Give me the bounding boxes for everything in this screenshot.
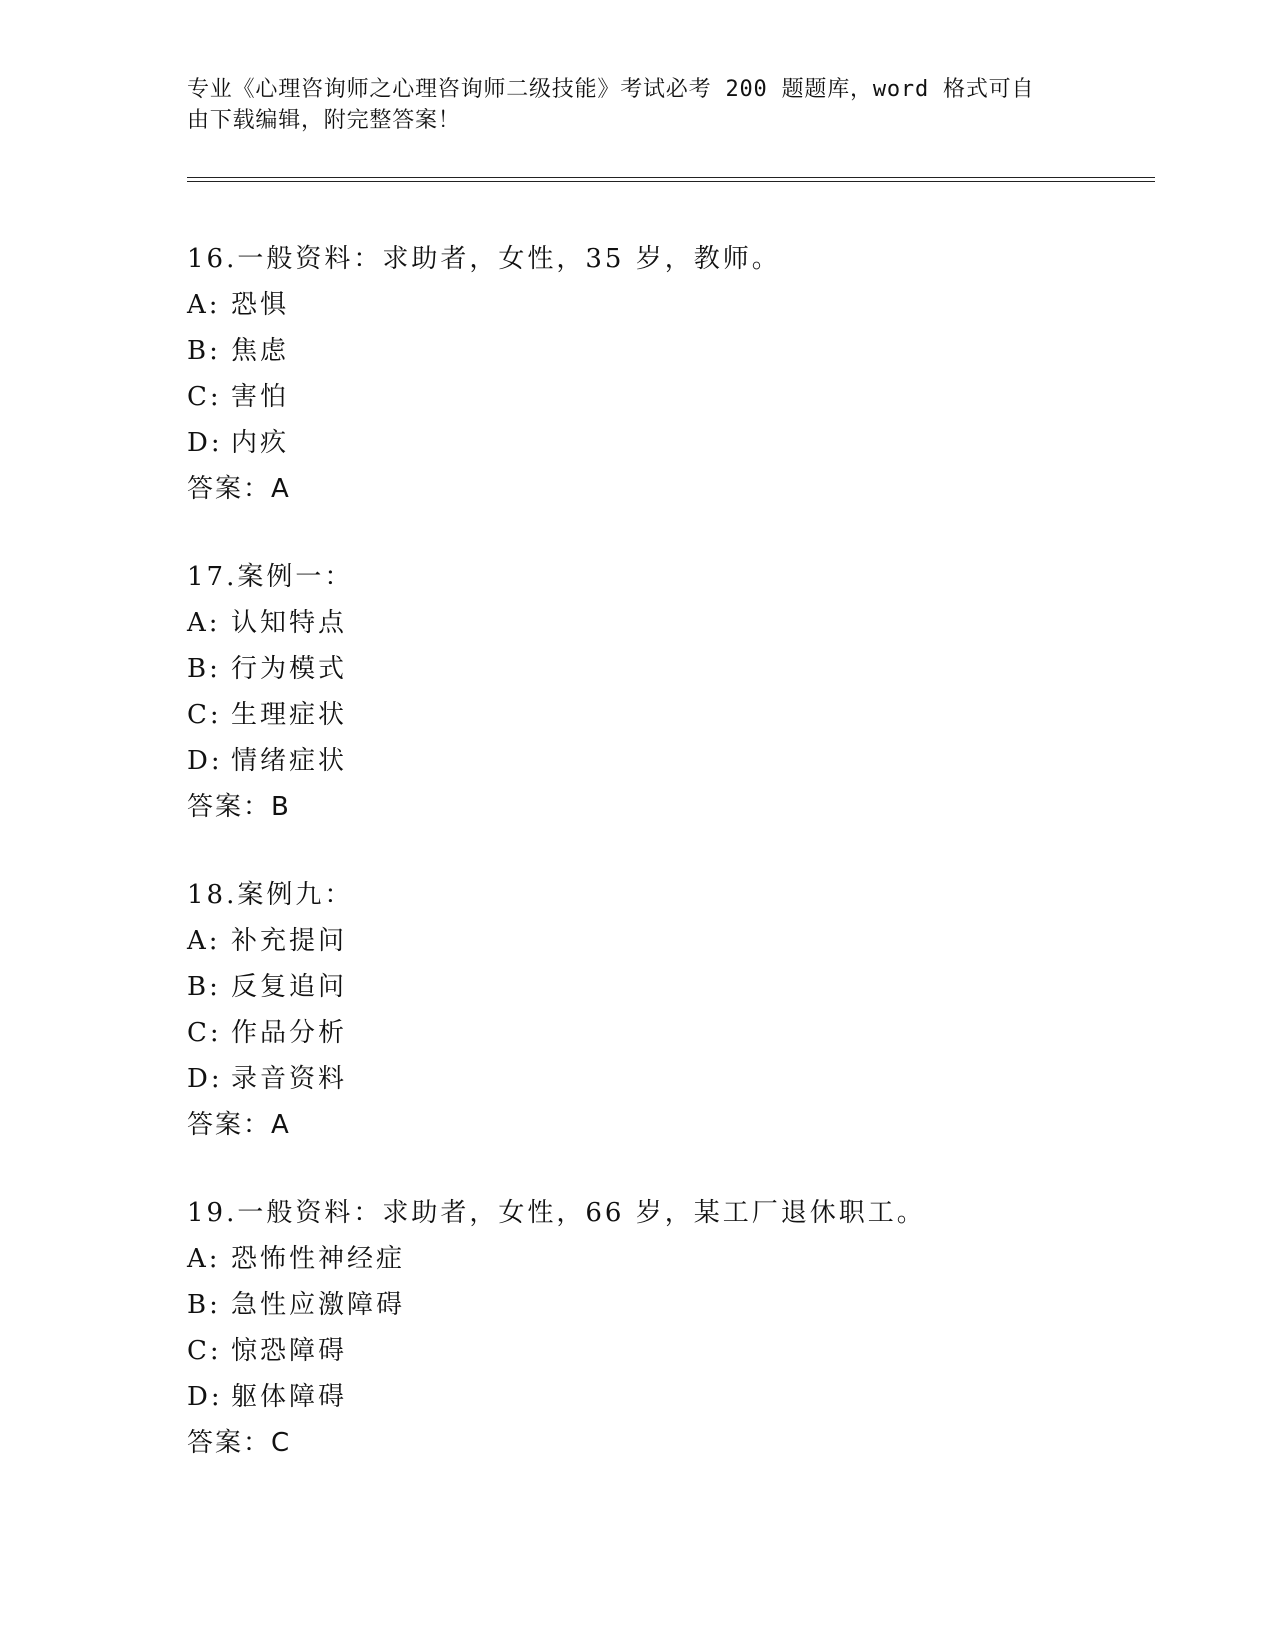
question-title: 18.案例九： (187, 880, 354, 910)
option-text: 行为模式 (231, 654, 348, 684)
option-b (187, 964, 1137, 1010)
option-d (187, 1056, 1137, 1102)
option-c (187, 1328, 1137, 1374)
option-text: 作品分析 (231, 1018, 348, 1048)
option-b (187, 328, 1137, 374)
question-title: 16.一般资料：求助者，女性，35 岁，教师。 (187, 244, 781, 274)
answer-line: 答案：A (187, 1110, 291, 1140)
option-letter: D: (187, 1064, 223, 1094)
option-text: 生理症状 (231, 700, 348, 730)
option-a (187, 282, 1137, 328)
option-d (187, 420, 1137, 466)
option-c (187, 374, 1137, 420)
option-b (187, 1282, 1137, 1328)
header-double-rule (187, 177, 1155, 182)
option-text: 内疚 (231, 428, 290, 458)
header-line-2: 由下载编辑，附完整答案！ (187, 108, 461, 133)
option-letter: B: (187, 654, 221, 684)
option-letter: C: (187, 700, 222, 730)
document-header (187, 74, 1087, 136)
option-text: 焦虑 (231, 336, 290, 366)
option-b (187, 646, 1137, 692)
option-letter: D: (187, 1382, 223, 1412)
option-text: 惊恐障碍 (231, 1336, 348, 1366)
header-line-1: 专业《心理咨询师之心理咨询师二级技能》考试必考 200 题题库，word 格式可自 (187, 77, 1035, 102)
option-text: 补充提问 (231, 926, 348, 956)
option-letter: B: (187, 972, 221, 1002)
option-letter: A: (187, 608, 221, 638)
option-a (187, 918, 1137, 964)
answer-line: 答案：B (187, 792, 291, 822)
option-text: 录音资料 (231, 1064, 348, 1094)
option-d (187, 738, 1137, 784)
option-text: 躯体障碍 (231, 1382, 348, 1412)
option-c (187, 1010, 1137, 1056)
question-title: 19.一般资料：求助者，女性，66 岁，某工厂退休职工。 (187, 1198, 926, 1228)
question-list (187, 236, 1137, 1508)
option-letter: B: (187, 1290, 221, 1320)
option-letter: B: (187, 336, 221, 366)
option-letter: D: (187, 746, 223, 776)
option-text: 情绪症状 (231, 746, 348, 776)
option-text: 反复追问 (231, 972, 348, 1002)
answer-line: 答案：C (187, 1428, 292, 1458)
option-a (187, 1236, 1137, 1282)
option-text: 急性应激障碍 (231, 1290, 406, 1320)
option-c (187, 692, 1137, 738)
option-letter: C: (187, 1336, 222, 1366)
option-a (187, 600, 1137, 646)
option-text: 害怕 (231, 382, 290, 412)
option-letter: C: (187, 382, 222, 412)
question-16 (187, 236, 1137, 512)
option-text: 认知特点 (231, 608, 348, 638)
option-letter: C: (187, 1018, 222, 1048)
option-letter: A: (187, 926, 221, 956)
question-17 (187, 554, 1137, 830)
question-title: 17.案例一： (187, 562, 354, 592)
option-text: 恐惧 (231, 290, 290, 320)
question-18 (187, 872, 1137, 1148)
option-letter: A: (187, 1244, 221, 1274)
question-19 (187, 1190, 1137, 1466)
option-letter: D: (187, 428, 223, 458)
option-letter: A: (187, 290, 221, 320)
answer-line: 答案：A (187, 474, 291, 504)
option-text: 恐怖性神经症 (231, 1244, 406, 1274)
option-d (187, 1374, 1137, 1420)
